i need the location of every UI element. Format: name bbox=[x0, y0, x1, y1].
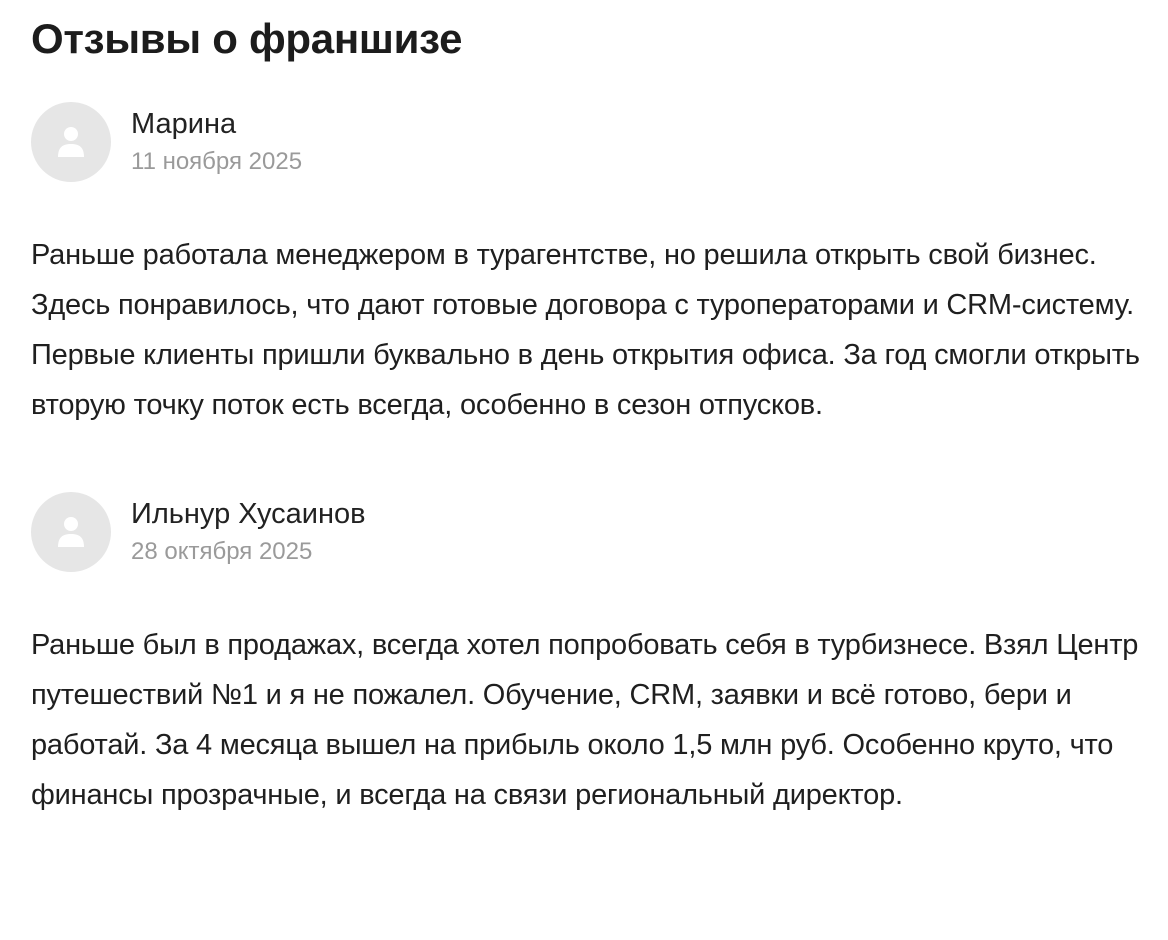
user-icon bbox=[57, 126, 85, 158]
review-meta bbox=[131, 102, 302, 176]
review-header bbox=[31, 492, 1168, 572]
review-header bbox=[31, 102, 1168, 182]
user-icon bbox=[57, 516, 85, 548]
page-title: Отзывы о франшизе bbox=[31, 15, 463, 62]
review-date: 11 ноября 2025 bbox=[131, 148, 303, 175]
review-item bbox=[31, 102, 1168, 430]
review-meta bbox=[131, 492, 366, 566]
avatar bbox=[31, 102, 111, 182]
review-text: Раньше работала менеджером в турагентстве, но решила открыть свой бизнес. Здесь понравилось, что дают готовые договора с туроператорами и CRM-систему. Первые клиенты пришли буквально в день открытия офиса. За год смогли открыть вторую точку поток есть всегда, особенно в сезон отпусков. bbox=[31, 239, 1140, 421]
avatar bbox=[31, 492, 111, 572]
review-date: 28 октября 2025 bbox=[131, 538, 313, 565]
review-author: Марина bbox=[131, 108, 237, 140]
review-author: Ильнур Хусаинов bbox=[131, 498, 366, 530]
review-text: Раньше был в продажах, всегда хотел попробовать себя в турбизнесе. Взял Центр путешествий №1 и я не пожалел. Обучение, CRM, заявки и всё готово, бери и работай. За 4 месяца вышел на прибыль около 1,5 млн руб. Особенно круто, что финансы прозрачные, и всегда на связи региональный директор. bbox=[31, 629, 1139, 811]
review-item bbox=[31, 492, 1168, 820]
